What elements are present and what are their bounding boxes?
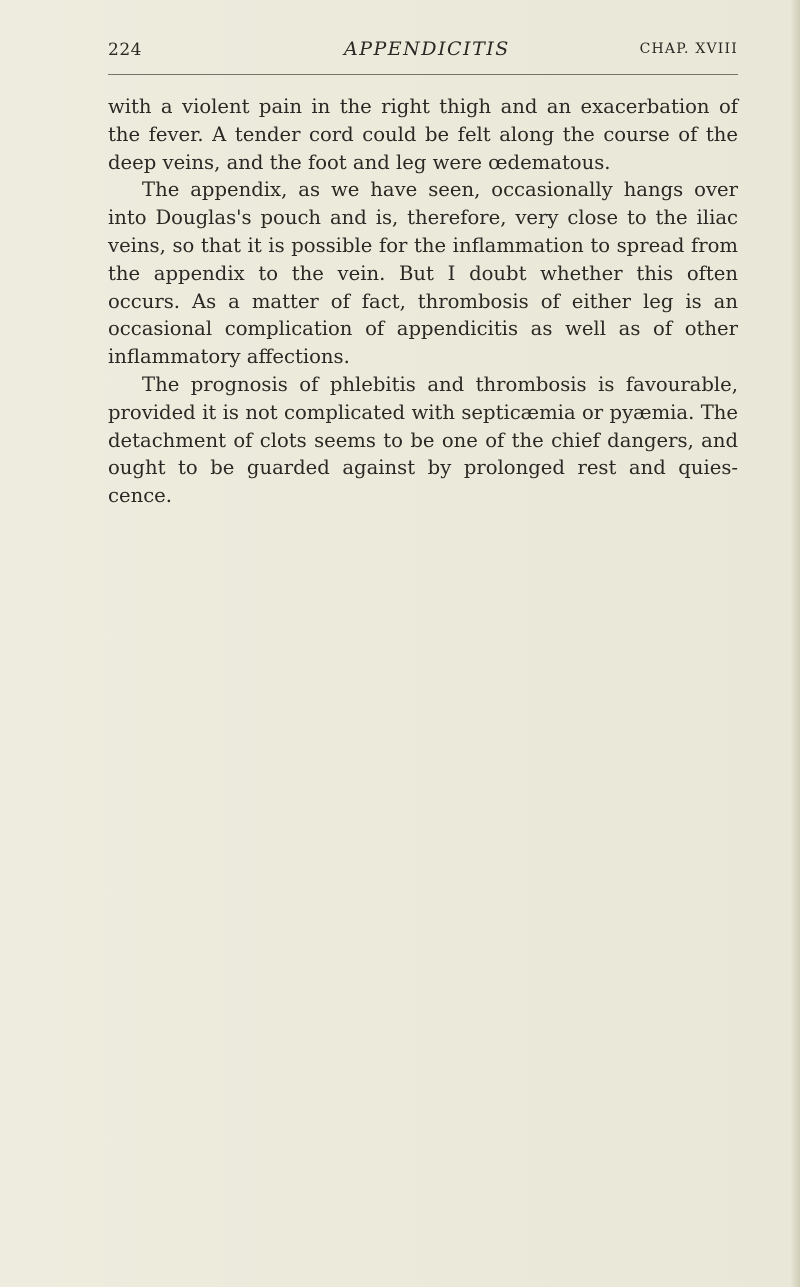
paragraph: The appendix, as we have seen, occasionally hangs over into Douglas's pouch and is, therefore, very close to the iliac veins, so that it is possible for the inflammation to spread from the appendix to the vein. But I doubt whether this often occurs. As a matter of fact, thrombosis of either leg is an occasional complication of appendicitis as well as of other inflammatory affections. xyxy=(108,178,738,369)
chapter-label: CHAP. XVIII xyxy=(639,41,738,57)
page-edge-shadow xyxy=(790,0,800,1287)
paragraph: The prognosis of phlebitis and thrombosis is favourable, provided it is not complicated with septicæmia or pyæmia. The detachment of clots seems to be one of the chief dangers, and ought to be guarded against by prolonged rest and quies-cence. xyxy=(108,372,738,508)
paragraph-continued: with a violent pain in the right thigh and an exacerbation of the fever. A tender cord could be felt along the course of the deep veins, and the foot and leg were œdematous. xyxy=(108,95,738,174)
body-text xyxy=(108,93,738,510)
running-header xyxy=(108,36,738,68)
page-number: 224 xyxy=(108,40,142,60)
header-rule xyxy=(108,74,738,75)
running-title: APPENDICITIS xyxy=(344,38,510,60)
